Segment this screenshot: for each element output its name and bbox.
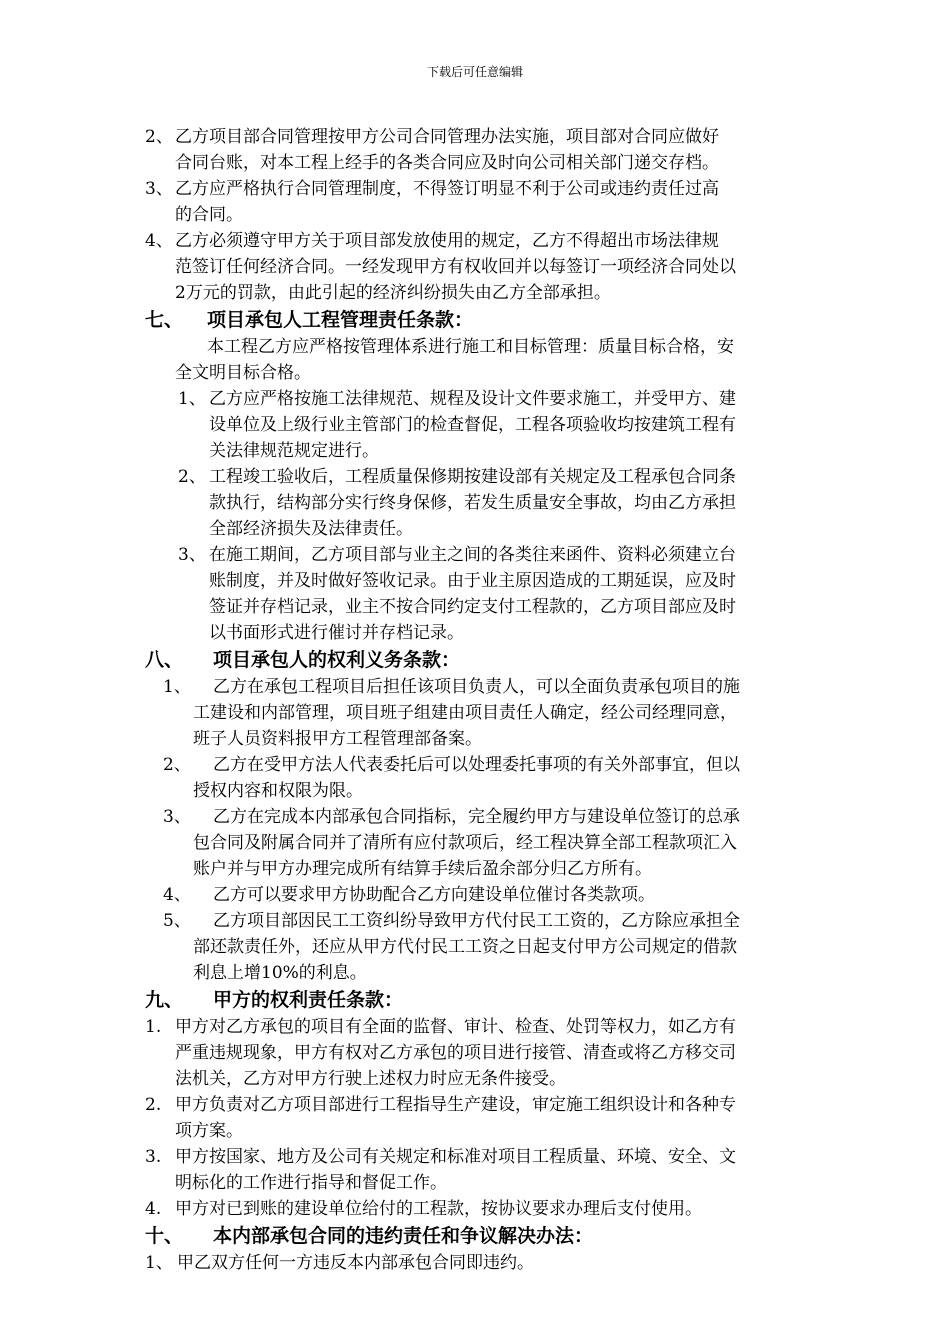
item-number: 3、 bbox=[178, 545, 206, 565]
item-number: 3. bbox=[145, 1147, 162, 1167]
item-line: 乙方项目部合同管理按甲方公司合同管理办法实施，项目部对合同应做好 bbox=[175, 127, 719, 147]
list-item bbox=[145, 1144, 950, 1196]
item-number: 1. bbox=[145, 1017, 162, 1037]
item-number: 1、 bbox=[163, 677, 191, 697]
item-line: 以书面形式进行催讨并存档记录。 bbox=[209, 623, 464, 643]
item-line: 乙方必须遵守甲方关于项目部发放使用的规定，乙方不得超出市场法律规 bbox=[175, 231, 719, 251]
item-line: 乙方应严格按施工法律规范、规程及设计文件要求施工，并受甲方、建 bbox=[209, 389, 736, 409]
item-line: 账户并与甲方办理完成所有结算手续后盈余部分归乙方所有。 bbox=[193, 859, 652, 879]
item-line: 包合同及附属合同并了清所有应付款项后，经工程决算全部工程款项汇入 bbox=[193, 833, 737, 853]
item-line: 严重违规现象，甲方有权对乙方承包的项目进行接管、清查或将乙方移交司 bbox=[175, 1043, 736, 1063]
section-number: 九、 bbox=[145, 989, 184, 1011]
section-heading-8 bbox=[145, 646, 950, 674]
item-line: 工程竣工验收后，工程质量保修期按建设部有关规定及工程承包合同条 bbox=[209, 467, 736, 487]
item-line: 授权内容和权限为限。 bbox=[193, 781, 363, 801]
list-item bbox=[145, 124, 950, 176]
item-line: 甲乙双方任何一方违反本内部承包合同即违约。 bbox=[177, 1253, 534, 1273]
list-item bbox=[145, 1250, 950, 1276]
list-item bbox=[178, 386, 950, 464]
page-header: 下载后可任意编辑 bbox=[426, 65, 523, 79]
item-line: 乙方在完成本内部承包合同指标，完全履约甲方与建设单位签订的总承 bbox=[213, 807, 740, 827]
item-line: 签证并存档记录，业主不按合同约定支付工程款的，乙方项目部应及时 bbox=[209, 597, 736, 617]
section-title: 项目承包人的权利义务条款： bbox=[213, 649, 461, 671]
section-number: 十、 bbox=[145, 1225, 184, 1247]
item-number: 2. bbox=[145, 1095, 162, 1115]
list-item bbox=[163, 674, 950, 752]
intro-line: 全文明目标合格。 bbox=[175, 363, 311, 383]
item-number: 4. bbox=[145, 1199, 162, 1219]
section-heading-10 bbox=[145, 1222, 950, 1250]
list-item bbox=[145, 1092, 950, 1144]
list-item bbox=[163, 882, 950, 908]
item-line: 2万元的罚款，由此引起的经济纠纷损失由乙方全部承担。 bbox=[175, 283, 611, 303]
item-number: 4、 bbox=[163, 885, 191, 905]
item-line: 部还款责任外，还应从甲方代付民工工资之日起支付甲方公司规定的借款 bbox=[193, 937, 737, 957]
item-number: 3、 bbox=[163, 807, 191, 827]
item-line: 合同台账，对本工程上经手的各类合同应及时向公司相关部门递交存档。 bbox=[175, 153, 719, 173]
section-heading-7 bbox=[145, 306, 950, 334]
item-line: 乙方应严格执行合同管理制度，不得签订明显不利于公司或违约责任过高 bbox=[175, 179, 719, 199]
list-item bbox=[163, 908, 950, 986]
item-line: 乙方在承包工程项目后担任该项目负责人，可以全面负责承包项目的施 bbox=[213, 677, 740, 697]
item-number: 1、 bbox=[145, 1253, 173, 1273]
item-number: 2、 bbox=[163, 755, 191, 775]
item-line: 工建设和内部管理，项目班子组建由项目责任人确定，经公司经理同意， bbox=[193, 703, 737, 723]
item-line: 班子人员资料报甲方工程管理部备案。 bbox=[193, 729, 482, 749]
item-number: 3、 bbox=[145, 179, 173, 199]
item-line: 甲方负责对乙方项目部进行工程指导生产建设，审定施工组织设计和各种专 bbox=[175, 1095, 736, 1115]
item-number: 5、 bbox=[163, 911, 191, 931]
item-line: 在施工期间，乙方项目部与业主之间的各类往来函件、资料必须建立台 bbox=[209, 545, 736, 565]
item-line: 范签订任何经济合同。一经发现甲方有权收回并以每签订一项经济合同处以 bbox=[175, 257, 736, 277]
section-intro bbox=[175, 334, 950, 386]
section-title: 甲方的权利责任条款： bbox=[213, 989, 404, 1011]
item-line: 乙方可以要求甲方协助配合乙方向建设单位催讨各类款项。 bbox=[213, 885, 655, 905]
item-line: 甲方对乙方承包的项目有全面的监督、审计、检查、处罚等权力，如乙方有 bbox=[175, 1017, 736, 1037]
list-item bbox=[178, 464, 950, 542]
item-number: 1、 bbox=[178, 389, 206, 409]
item-line: 甲方对已到账的建设单位给付的工程款，按协议要求办理后支付使用。 bbox=[175, 1199, 702, 1219]
item-line: 利息上增10%的利息。 bbox=[193, 963, 367, 983]
section-number: 八、 bbox=[145, 649, 184, 671]
item-line: 关法律规范规定进行。 bbox=[209, 441, 379, 461]
list-item bbox=[163, 804, 950, 882]
item-line: 账制度，并及时做好签收记录。由于业主原因造成的工期延误，应及时 bbox=[209, 571, 736, 591]
item-number: 2、 bbox=[178, 467, 206, 487]
section-title: 项目承包人工程管理责任条款： bbox=[207, 309, 474, 331]
item-line: 乙方在受甲方法人代表委托后可以处理委托事项的有关外部事宜，但以 bbox=[213, 755, 740, 775]
item-number: 2、 bbox=[145, 127, 173, 147]
section-title: 本内部承包合同的违约责任和争议解决办法： bbox=[213, 1225, 594, 1247]
item-line: 的合同。 bbox=[175, 205, 243, 225]
list-item bbox=[145, 228, 950, 306]
intro-line: 本工程乙方应严格按管理体系进行施工和目标管理：质量目标合格，安 bbox=[207, 337, 734, 357]
item-line: 全部经济损失及法律责任。 bbox=[209, 519, 413, 539]
item-line: 甲方按国家、地方及公司有关规定和标准对项目工程质量、环境、安全、文 bbox=[175, 1147, 736, 1167]
list-item bbox=[145, 176, 950, 228]
list-item bbox=[145, 1196, 950, 1222]
document-body bbox=[0, 124, 950, 1276]
item-line: 设单位及上级行业主管部门的检查督促，工程各项验收均按建筑工程有 bbox=[209, 415, 736, 435]
item-number: 4、 bbox=[145, 231, 173, 251]
section-heading-9 bbox=[145, 986, 950, 1014]
item-line: 法机关，乙方对甲方行驶上述权力时应无条件接受。 bbox=[175, 1069, 566, 1089]
item-line: 款执行，结构部分实行终身保修，若发生质量安全事故，均由乙方承担 bbox=[209, 493, 736, 513]
list-item bbox=[145, 1014, 950, 1092]
list-item bbox=[163, 752, 950, 804]
list-item bbox=[178, 542, 950, 646]
item-line: 明标化的工作进行指导和督促工作。 bbox=[175, 1173, 447, 1193]
section-number: 七、 bbox=[145, 309, 184, 331]
item-line: 乙方项目部因民工工资纠纷导致甲方代付民工工资的，乙方除应承担全 bbox=[213, 911, 740, 931]
item-line: 项方案。 bbox=[175, 1121, 243, 1141]
